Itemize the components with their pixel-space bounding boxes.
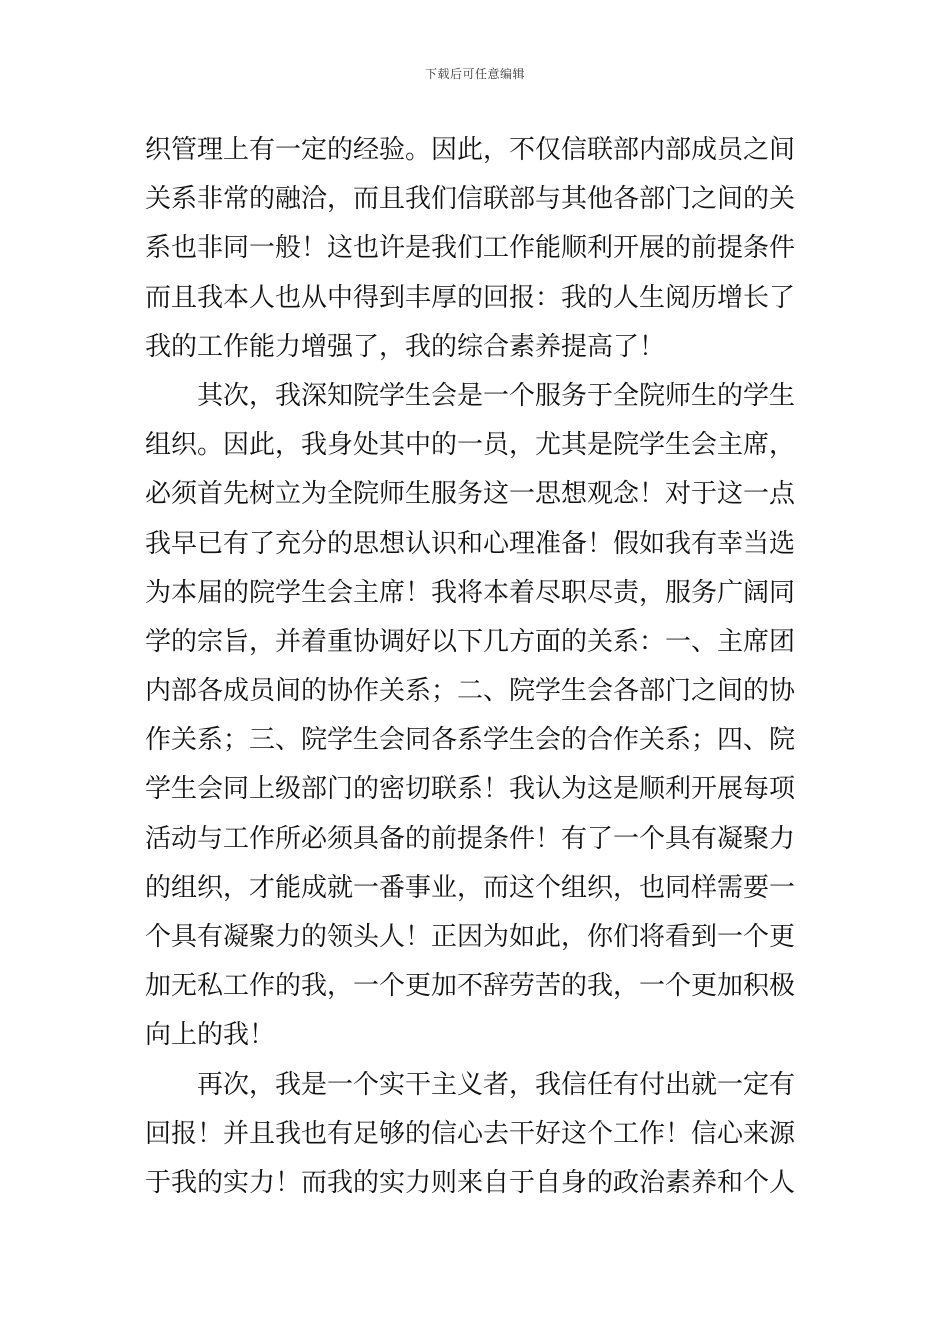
page-header: 下载后可任意编辑 xyxy=(424,67,525,81)
text-line: 的组织，才能成就一番事业，而这个组织，也同样需要一 xyxy=(145,872,796,903)
text-line: 个具有凝聚力的领头人！正因为如此，你们将看到一个更 xyxy=(145,922,796,952)
text-line: 而且我本人也从中得到丰厚的回报：我的人生阅历增长了 xyxy=(145,282,796,313)
document-body xyxy=(145,126,810,1208)
text-line: 为本届的院学生会主席！我将本着尽职尽责，服务广阔同 xyxy=(145,577,796,608)
text-line: 织管理上有一定的经验。因此，不仅信联部内部成员之间 xyxy=(145,135,796,165)
text-line: 作关系；三、院学生会同各系学生会的合作关系；四、院 xyxy=(145,725,796,756)
text-line: 学的宗旨，并着重协调好以下几方面的关系：一、主席团 xyxy=(145,626,796,657)
text-line: 内部各成员间的协作关系；二、院学生会各部门之间的协 xyxy=(145,676,796,707)
text-line: 我早已有了充分的思想认识和心理准备！假如我有幸当选 xyxy=(145,528,796,559)
text-line: 其次，我深知院学生会是一个服务于全院师生的学生 xyxy=(197,380,796,411)
text-line: 向上的我！ xyxy=(145,1020,276,1051)
text-line: 回报！并且我也有足够的信心去干好这个工作！信心来源 xyxy=(145,1118,796,1149)
text-line: 关系非常的融洽，而且我们信联部与其他各部门之间的关 xyxy=(145,184,796,215)
text-line: 活动与工作所必须具备的前提条件！有了一个具有凝聚力 xyxy=(145,823,796,854)
text-line: 于我的实力！而我的实力则来自于自身的政治素养和个人 xyxy=(145,1167,796,1198)
text-line: 我的工作能力增强了，我的综合素养提高了！ xyxy=(145,331,666,362)
text-line: 学生会同上级部门的密切联系！我认为这是顺利开展每项 xyxy=(145,774,796,805)
text-line: 加无私工作的我，一个更加不辞劳苦的我，一个更加积极 xyxy=(145,971,796,1002)
text-line: 组织。因此，我身处其中的一员，尤其是院学生会主席， xyxy=(145,430,796,461)
text-line: 系也非同一般！这也许是我们工作能顺利开展的前提条件 xyxy=(145,233,796,264)
text-line: 必须首先树立为全院师生服务这一思想观念！对于这一点 xyxy=(145,479,796,510)
text-line: 再次，我是一个实干主义者，我信任有付出就一定有 xyxy=(197,1069,796,1100)
